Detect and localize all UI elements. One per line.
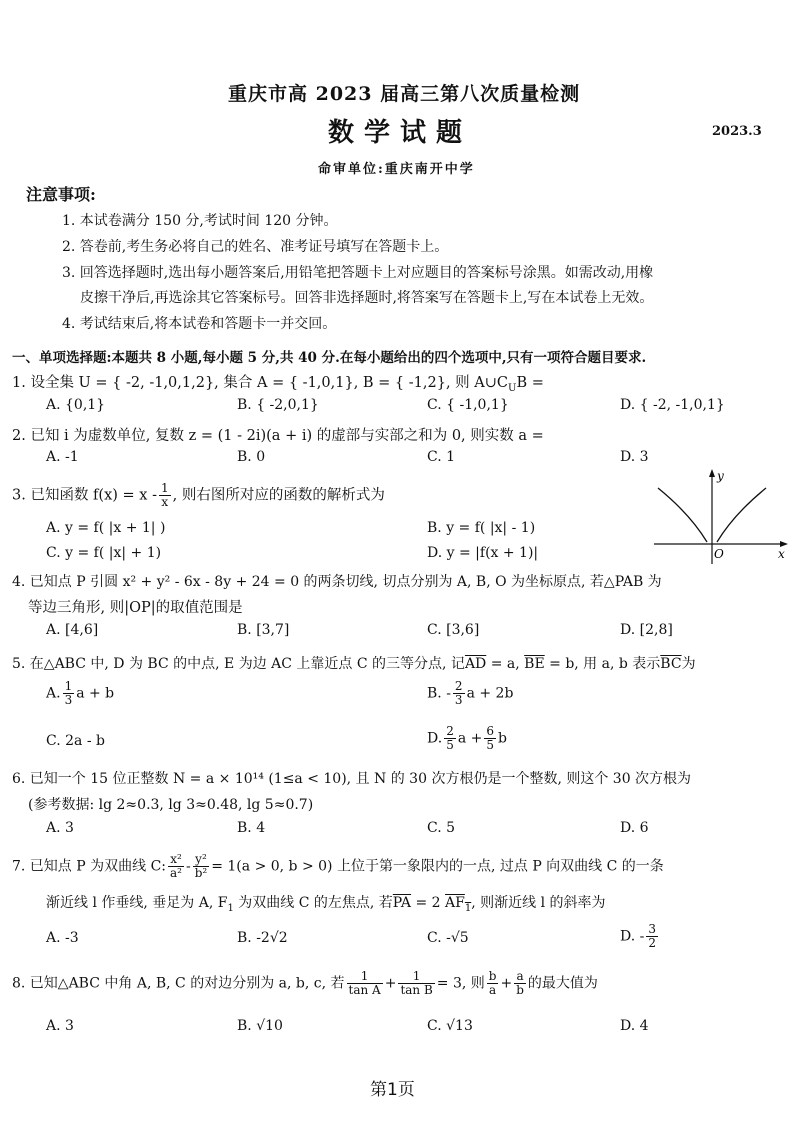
q7-vector-af-text: AF [445, 895, 465, 911]
exam-title: 重庆市高 2023 届高三第八次质量检测 [228, 83, 581, 105]
q3-option-a: A. y = f( |x + 1| ) [46, 520, 166, 536]
q5-eq-b: = b, 用 a, b 表示 [544, 656, 661, 672]
page-number: 第1页 [370, 1080, 415, 1100]
y-axis-label: y [717, 469, 724, 483]
q8-frac1 [347, 970, 383, 997]
q8-stem-b: = 3, 则 [436, 975, 485, 992]
frac-den: 3 [454, 693, 463, 707]
note-item: 4. 考试结束后,将本试卷和答题卡一并交回。 [62, 316, 337, 332]
q7-optD-frac [646, 923, 658, 950]
q8-option-c: C. √13 [427, 1018, 473, 1034]
notes-heading: 注意事项: [26, 185, 96, 204]
q5-vector-ad: $\overline{AD}$ [464, 656, 487, 672]
authoring-unit: 命审单位:重庆南开中学 [318, 162, 475, 177]
note-item: 皮擦干净后,再选涂其它答案标号。回答非选择题时,将答案写在答题卡上,写在本试卷上无效。 [80, 290, 654, 306]
q7-vector-af-sub: 1 [464, 902, 472, 914]
q5-optD-mid: a + [457, 730, 483, 747]
x-axis-label: x [778, 547, 785, 561]
question-4: 4. 已知点 P 引圆 x² + y² - 6x - 8y + 24 = 0 的两条切线, 切点分别为 A, B, O 为坐标原点, 若△PAB 为 [12, 574, 662, 590]
q7-vector-pa: $\overline{PA}$ [392, 895, 412, 911]
q4-option-d: D. [2,8] [620, 622, 673, 638]
q5-option-b [427, 680, 513, 707]
frac-den: 5 [446, 738, 454, 752]
q5-optB-label: B. - [427, 685, 451, 702]
q1-tail: B = [516, 375, 544, 391]
q7-stem-b: = 1(a > 0, b > 0) 上位于第一象限内的一点, 过点 P 向双曲线 C 的一条 [211, 858, 664, 875]
q7-stem-a: 7. 已知点 P 为双曲线 C: [12, 858, 167, 875]
frac-num: 3 [648, 922, 656, 936]
q7-line2-b: 为双曲线 C 的左焦点, 若 [233, 895, 393, 911]
note-item: 1. 本试卷满分 150 分,考试时间 120 分钟。 [62, 213, 338, 229]
q7-option-b: B. -2√2 [237, 930, 288, 946]
q8-option-a: A. 3 [46, 1018, 74, 1034]
frac-den: tan A [348, 983, 381, 997]
q1-sub: U [508, 382, 517, 394]
frac-den: 5 [486, 738, 494, 752]
q3-option-d: D. y = |f(x + 1)| [427, 545, 539, 561]
question-6-ref: (参考数据: lg 2≈0.3, lg 3≈0.48, lg 5≈0.7) [28, 797, 314, 813]
q3-frac-num: 1 [160, 481, 169, 495]
q7-option-d [620, 923, 660, 950]
frac-den: b² [194, 866, 208, 880]
q5-optD-frac2 [484, 725, 496, 752]
q5-vector-bc: $\overline{BC}$ [660, 656, 682, 672]
q7-option-c: C. -√5 [427, 930, 469, 946]
question-4-line2: 等边三角形, 则|OP|的取值范围是 [28, 600, 243, 616]
q8-option-d: D. 4 [620, 1018, 649, 1034]
q7-vector-af1 [445, 895, 472, 914]
question-5 [12, 653, 696, 673]
q7-line2-d: , 则渐近线 l 的斜率为 [471, 895, 606, 911]
frac-num: 1 [398, 970, 434, 984]
q2-option-b: B. 0 [237, 449, 266, 465]
frac-num: b [488, 969, 497, 983]
q4-option-b: B. [3,7] [237, 622, 290, 638]
q7-frac2 [193, 853, 210, 880]
q3-stem-a: 3. 已知函数 f(x) = x - [12, 487, 157, 504]
frac-den: 2 [648, 936, 656, 950]
q5-optA-rest: a + b [76, 685, 115, 702]
q6-option-a: A. 3 [46, 820, 74, 836]
q6-option-b: B. 4 [237, 820, 266, 836]
q1-option-b: B. { -2,0,1} [237, 397, 319, 413]
right-branch [717, 488, 766, 542]
frac-den: a [489, 983, 497, 997]
q5-optD-label: D. [427, 730, 443, 747]
frac-den: 3 [64, 693, 73, 707]
q5-end: 为 [681, 656, 696, 672]
frac-num: 6 [486, 724, 494, 738]
q6-option-d: D. 6 [620, 820, 649, 836]
q5-optA-frac [63, 680, 75, 707]
q5-optD-rest: b [498, 730, 507, 747]
section-heading: 一、单项选择题:本题共 8 小题,每小题 5 分,共 40 分.在每小题给出的四个选项中,只有一项符合题目要求. [12, 350, 647, 366]
q5-optB-frac [453, 680, 465, 707]
q5-optB-rest: a + 2b [466, 685, 514, 702]
frac-den: tan B [400, 983, 433, 997]
q7-optD-label: D. - [620, 928, 645, 945]
q5-vector-be: $\overline{BE}$ [524, 656, 545, 672]
q3-option-b: B. y = f( |x| - 1) [427, 520, 536, 536]
q5-eq-a: = a, [486, 656, 525, 672]
question-8 [12, 970, 598, 997]
question-7-line2 [46, 892, 606, 914]
frac-den: b [516, 983, 524, 997]
q8-option-b: B. √10 [237, 1018, 283, 1034]
note-item: 2. 答卷前,考生务必将自己的姓名、准考证号填写在答题卡上。 [62, 239, 449, 255]
frac-num: a [514, 970, 526, 984]
q7-line2-sub: 1 [227, 902, 234, 914]
question-1 [12, 371, 544, 394]
q1-option-d: D. { -2, -1,0,1} [620, 397, 725, 413]
q5-option-a [46, 680, 114, 707]
q2-option-c: C. 1 [427, 449, 456, 465]
q8-plus: + [384, 975, 397, 992]
q3-fraction [159, 482, 171, 509]
q7-line2-c: = 2 [411, 895, 446, 911]
q5-option-d [427, 725, 507, 752]
frac-num: 2 [446, 724, 454, 738]
q7-minus: - [185, 858, 191, 875]
q8-frac2 [398, 970, 434, 997]
q8-plus2: + [500, 975, 513, 992]
y-axis-arrow [709, 469, 715, 477]
q6-option-c: C. 5 [427, 820, 456, 836]
q1-stem: 1. 设全集 U = { -2, -1,0,1,2}, 集合 A = { -1,0,1}, B = { -1,2}, 则 A∪C [12, 375, 508, 391]
q8-frac4 [514, 970, 526, 997]
q5-optA-label: A. [46, 685, 61, 702]
frac-num: 1 [347, 970, 383, 984]
note-item: 3. 回答选择题时,选出每小题答案后,用铅笔把答题卡上对应题目的答案标号涂黑。如需改动,用橡 [62, 265, 654, 281]
q5-stem: 5. 在△ABC 中, D 为 BC 的中点, E 为边 AC 上靠近点 C 的三等分点, 记 [12, 656, 465, 672]
question-6: 6. 已知一个 15 位正整数 N = a × 10¹⁴ (1≤a < 10), 且 N 的 30 次方根仍是一个整数, 则这个 30 次方根为 [12, 771, 692, 787]
q7-option-a: A. -3 [46, 930, 79, 946]
question-2: 2. 已知 i 为虚数单位, 复数 z = (1 - 2i)(a + i) 的虚部与实部之和为 0, 则实数 a = [12, 428, 544, 444]
origin-label: O [714, 547, 724, 561]
q3-stem-b: , 则右图所对应的函数的解析式为 [172, 487, 385, 504]
q7-line2-a: 渐近线 l 作垂线, 垂足为 A, F [46, 895, 228, 911]
frac-num: y² [193, 853, 210, 867]
q3-frac-den: x [161, 495, 169, 509]
q7-frac1 [168, 853, 184, 880]
q8-stem-c: 的最大值为 [527, 975, 598, 992]
q1-option-a: A. {0,1} [46, 397, 106, 413]
q5-optD-frac1 [444, 725, 456, 752]
left-branch [658, 488, 707, 542]
q8-frac3 [487, 970, 499, 997]
q4-option-c: C. [3,6] [427, 622, 480, 638]
q2-option-a: A. -1 [46, 449, 79, 465]
exam-date: 2023.3 [712, 124, 762, 139]
subject-title: 数学试题 [328, 118, 473, 148]
q3-option-c: C. y = f( |x| + 1) [46, 545, 162, 561]
frac-den: a² [170, 866, 182, 880]
q2-option-d: D. 3 [620, 449, 649, 465]
q8-stem-a: 8. 已知△ABC 中角 A, B, C 的对边分别为 a, b, c, 若 [12, 975, 345, 992]
q4-option-a: A. [4,6] [46, 622, 99, 638]
question-7 [12, 853, 664, 880]
question-3 [12, 482, 385, 509]
frac-num: 2 [454, 679, 463, 693]
frac-num: x² [168, 853, 184, 867]
q3-function-graph [650, 466, 790, 566]
q5-option-c: C. 2a - b [46, 733, 105, 749]
q1-option-c: C. { -1,0,1} [427, 397, 509, 413]
frac-num: 1 [64, 679, 73, 693]
